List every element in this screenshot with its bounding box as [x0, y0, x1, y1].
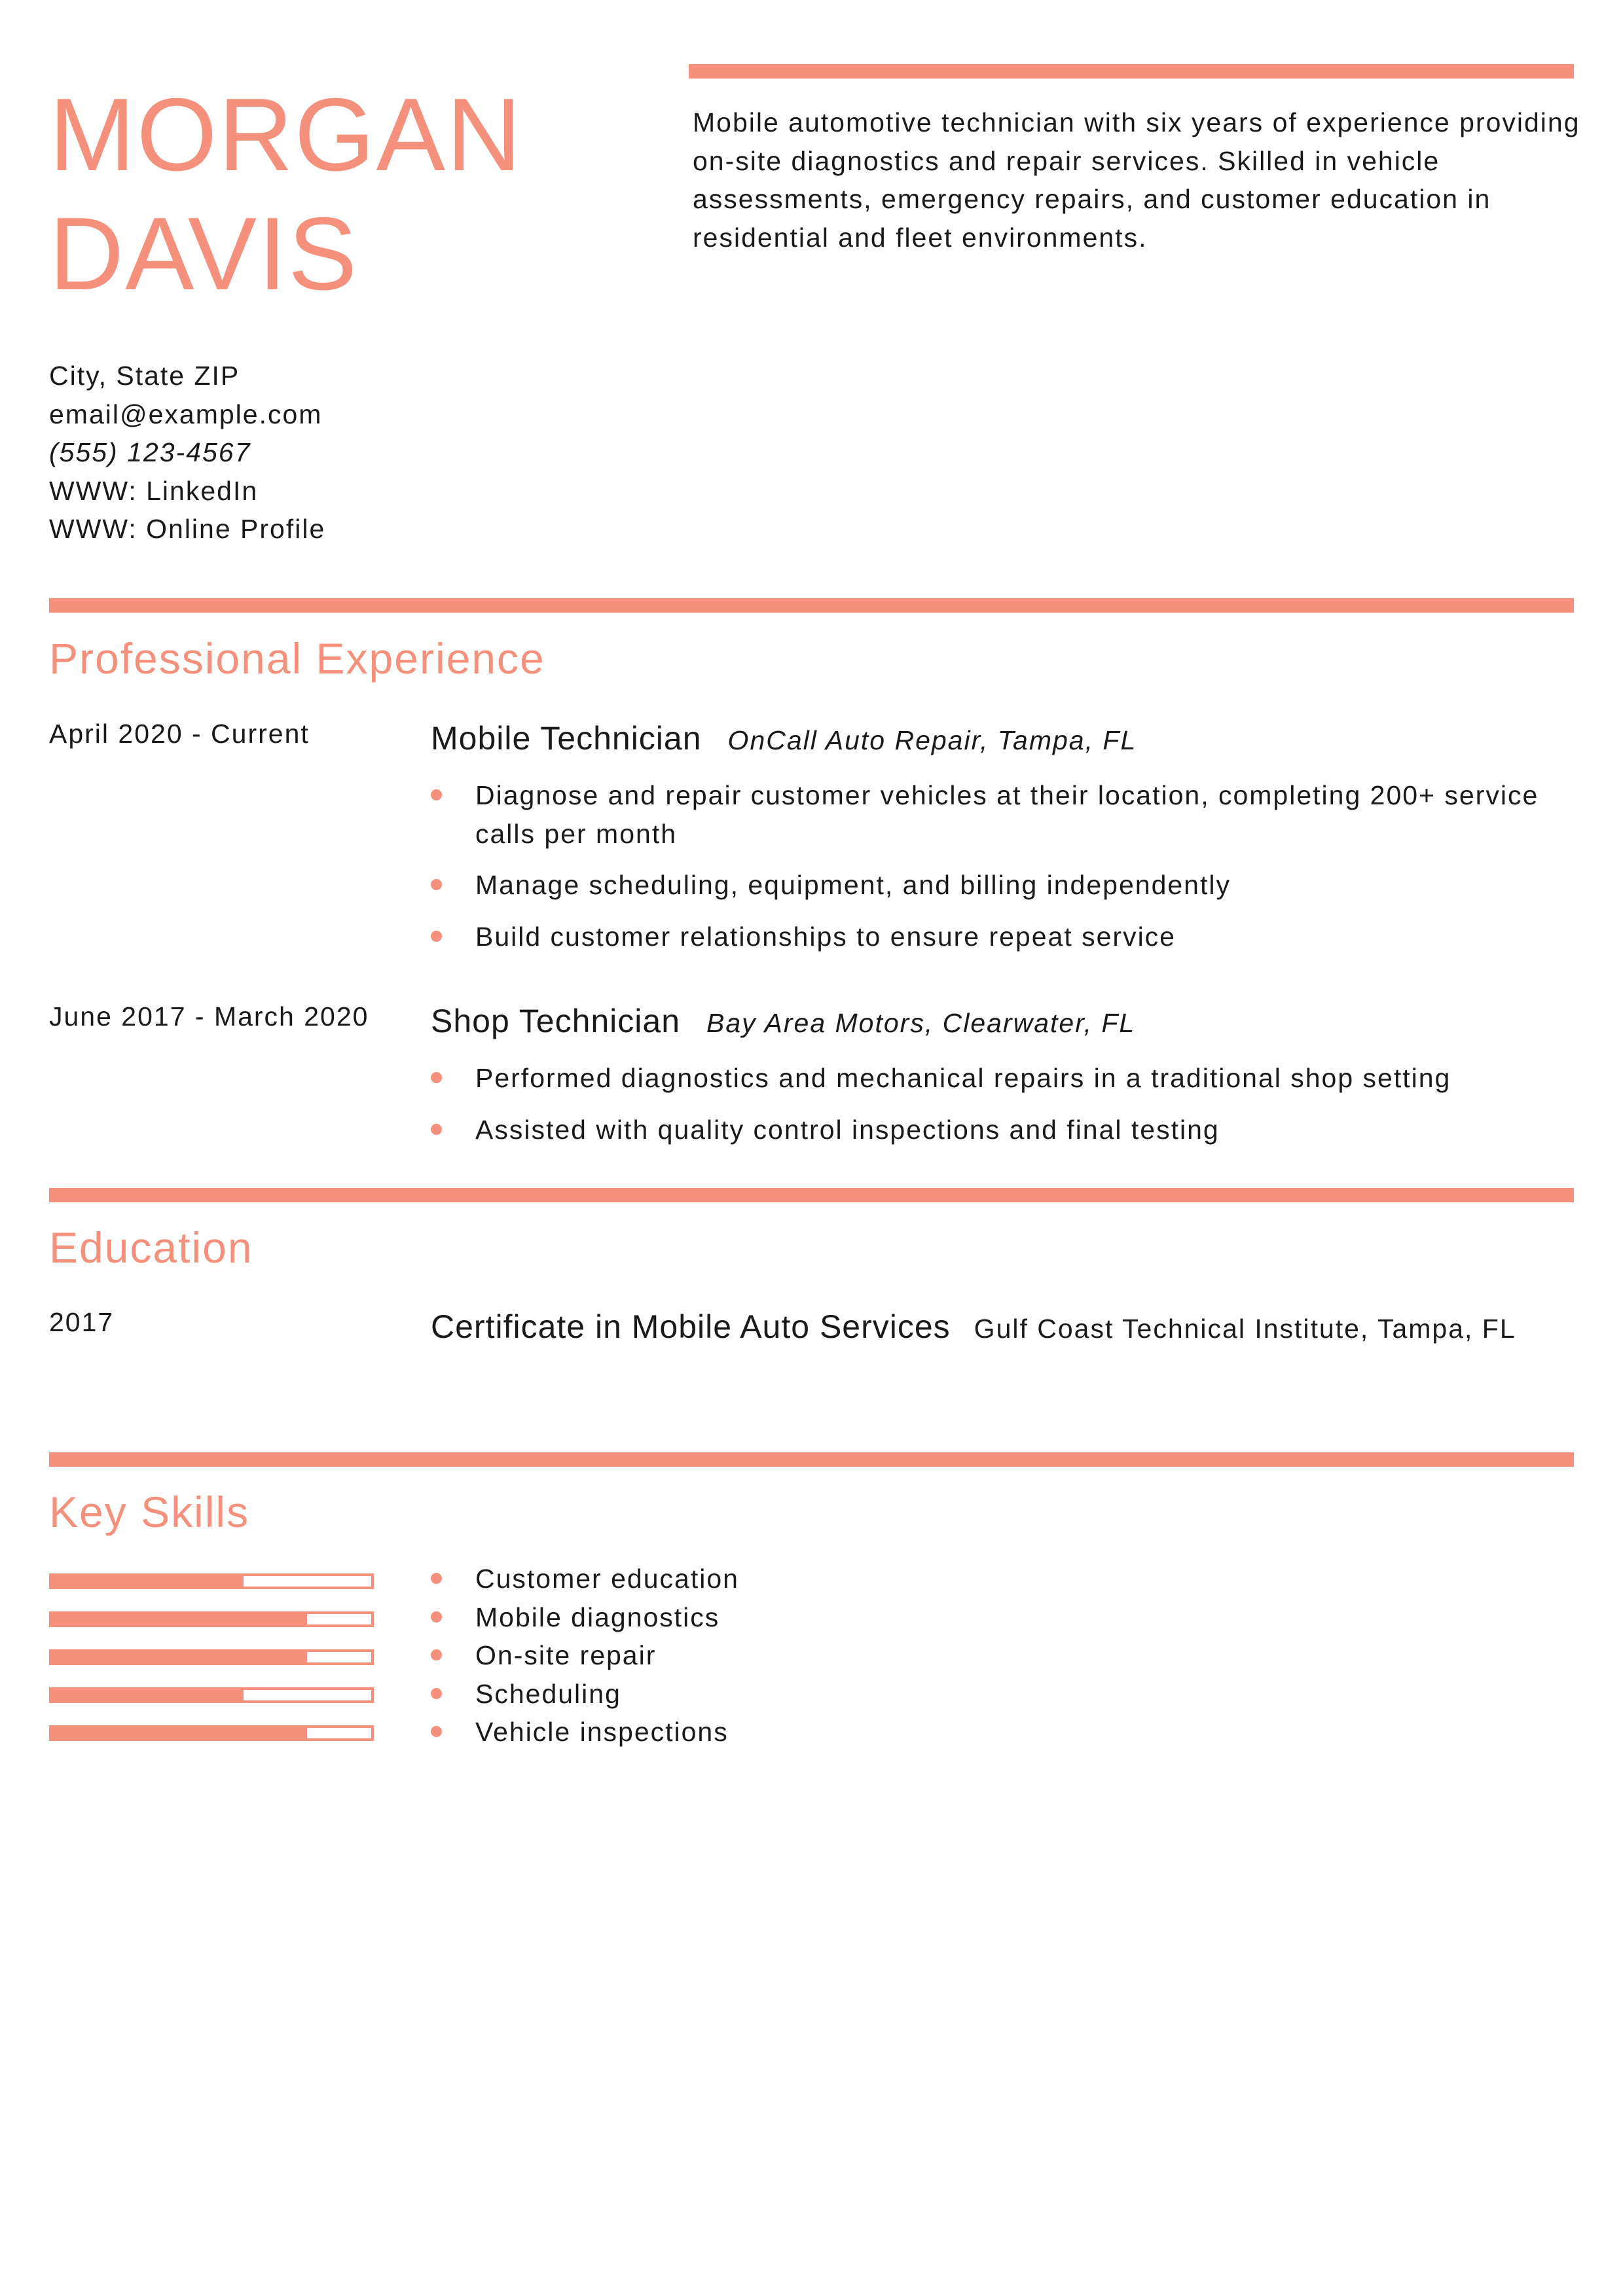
experience-divider	[49, 598, 1574, 613]
education-degree: Certificate in Mobile Auto Services	[431, 1308, 951, 1345]
list-item	[431, 1675, 739, 1713]
job-company: Bay Area Motors, Clearwater, FL	[706, 1008, 1136, 1038]
education-section-title: Education	[49, 1223, 253, 1272]
list-item	[431, 1598, 739, 1637]
skill-level-fill	[52, 1576, 244, 1587]
last-name: DAVIS	[49, 196, 359, 312]
job-entry	[431, 715, 1583, 956]
skills-bullets	[431, 1560, 739, 1751]
job-entry	[431, 998, 1583, 1149]
list-item	[431, 918, 1583, 956]
skill-level-bar	[49, 1573, 374, 1589]
job-dates: June 2017 - March 2020	[49, 1001, 369, 1031]
skill-label: Scheduling	[475, 1678, 621, 1709]
list-item	[431, 1111, 1583, 1149]
bullet-text: Diagnose and repair customer vehicles at their location, completing 200+ service calls per month	[475, 780, 1539, 849]
skill-label: Vehicle inspections	[475, 1717, 729, 1747]
education-divider	[49, 1188, 1574, 1202]
job-header	[431, 998, 1583, 1046]
skill-level-fill	[52, 1614, 307, 1624]
skills-list	[431, 1560, 739, 1751]
bullet-dot-icon	[431, 1573, 442, 1584]
summary-text: Mobile automotive technician with six years of experience providing on-site diagnostics and repair services. Skilled in vehicle assessments, emergency repairs, and customer education in residential and fleet environments.	[693, 107, 1580, 253]
contact-info	[49, 357, 325, 548]
bullet-dot-icon	[431, 1726, 442, 1737]
education-entry	[431, 1304, 1570, 1352]
first-name: MORGAN	[49, 77, 522, 192]
skill-level-bar	[49, 1649, 374, 1665]
bullet-dot-icon	[431, 1688, 442, 1699]
job-company: OnCall Auto Repair, Tampa, FL	[727, 725, 1137, 755]
bullet-text: Build customer relationships to ensure repeat service	[475, 921, 1176, 952]
education-header	[431, 1304, 1570, 1352]
skills-section-title: Key Skills	[49, 1488, 250, 1536]
job-dates: April 2020 - Current	[49, 719, 310, 749]
skill-level-fill	[52, 1652, 307, 1662]
bullet-text: Performed diagnostics and mechanical repairs in a traditional shop setting	[475, 1063, 1451, 1093]
contact-phone[interactable]: (555) 123-4567	[49, 437, 251, 467]
skill-level-bars	[49, 1573, 374, 1763]
contact-email[interactable]: email@example.com	[49, 399, 323, 429]
job-bullets	[431, 776, 1583, 956]
bullet-dot-icon	[431, 931, 442, 942]
contact-linkedin[interactable]: WWW: LinkedIn	[49, 475, 259, 506]
contact-online-profile[interactable]: WWW: Online Profile	[49, 514, 326, 544]
education-school: Gulf Coast Technical Institute, Tampa, FL	[974, 1314, 1516, 1344]
skill-level-fill	[52, 1690, 244, 1700]
job-header	[431, 715, 1583, 763]
bullet-text: Manage scheduling, equipment, and billing independently	[475, 870, 1231, 900]
skills-divider	[49, 1452, 1574, 1467]
list-item	[431, 1560, 739, 1598]
list-item	[431, 1059, 1583, 1098]
bullet-dot-icon	[431, 789, 442, 800]
bullet-text: Assisted with quality control inspections and final testing	[475, 1114, 1220, 1145]
skill-label: Customer education	[475, 1564, 739, 1594]
bullet-dot-icon	[431, 1072, 442, 1083]
bullet-dot-icon	[431, 1649, 442, 1660]
contact-location: City, State ZIP	[49, 361, 240, 391]
list-item	[431, 1636, 739, 1675]
list-item	[431, 1713, 739, 1751]
experience-section-title: Professional Experience	[49, 634, 545, 683]
candidate-name	[49, 75, 522, 314]
education-year: 2017	[49, 1307, 115, 1337]
list-item	[431, 866, 1583, 905]
job-position: Mobile Technician	[431, 720, 702, 757]
skill-label: Mobile diagnostics	[475, 1602, 720, 1632]
list-item	[431, 776, 1583, 853]
skill-level-fill	[52, 1728, 307, 1738]
skill-level-bar	[49, 1611, 374, 1627]
job-position: Shop Technician	[431, 1003, 681, 1039]
skill-level-bar	[49, 1687, 374, 1703]
skill-label: On-site repair	[475, 1640, 657, 1670]
job-bullets	[431, 1059, 1583, 1149]
bullet-dot-icon	[431, 1611, 442, 1623]
header-accent-bar	[689, 64, 1574, 79]
bullet-dot-icon	[431, 879, 442, 890]
bullet-dot-icon	[431, 1124, 442, 1135]
skill-level-bar	[49, 1725, 374, 1741]
